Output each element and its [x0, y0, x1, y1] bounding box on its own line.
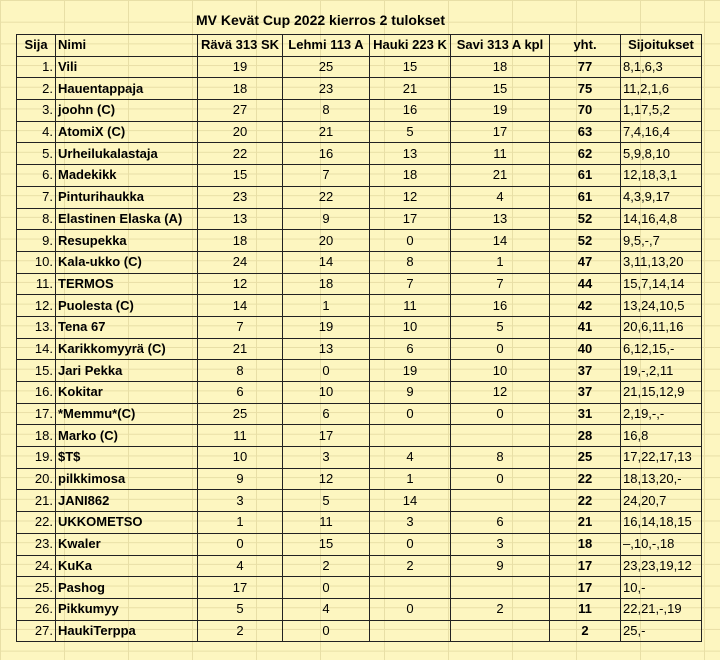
cell-total[interactable]: 22 — [550, 468, 621, 490]
cell-name[interactable]: Elastinen Elaska (A) — [56, 208, 198, 230]
cell-savi[interactable]: 9 — [451, 555, 550, 577]
cell-hauki[interactable]: 6 — [370, 338, 451, 360]
cell-placings[interactable]: 3,11,13,20 — [621, 251, 702, 273]
cell-lehmi[interactable]: 3 — [283, 447, 370, 469]
cell-rank[interactable]: 7. — [17, 186, 56, 208]
cell-placings[interactable]: 15,7,14,14 — [621, 273, 702, 295]
cell-placings[interactable]: 20,6,11,16 — [621, 316, 702, 338]
table-row[interactable] — [17, 598, 702, 620]
table-row[interactable] — [17, 512, 702, 534]
cell-rava[interactable]: 4 — [198, 555, 283, 577]
cell-rank[interactable]: 24. — [17, 555, 56, 577]
cell-rava[interactable]: 24 — [198, 251, 283, 273]
table-row[interactable] — [17, 143, 702, 165]
cell-rank[interactable]: 5. — [17, 143, 56, 165]
cell-savi[interactable] — [451, 425, 550, 447]
cell-savi[interactable] — [451, 577, 550, 599]
cell-name[interactable]: UKKOMETSO — [56, 512, 198, 534]
cell-placings[interactable]: 2,19,-,- — [621, 403, 702, 425]
cell-hauki[interactable] — [370, 425, 451, 447]
cell-rava[interactable]: 0 — [198, 533, 283, 555]
cell-placings[interactable]: 9,5,-,7 — [621, 230, 702, 252]
cell-name[interactable]: Karikkomyyrä (C) — [56, 338, 198, 360]
cell-total[interactable]: 75 — [550, 78, 621, 100]
cell-lehmi[interactable]: 7 — [283, 165, 370, 187]
cell-name[interactable]: Kokitar — [56, 382, 198, 404]
cell-name[interactable]: $T$ — [56, 447, 198, 469]
cell-savi[interactable]: 14 — [451, 230, 550, 252]
header-total: yht. — [550, 35, 621, 57]
cell-lehmi[interactable]: 8 — [283, 100, 370, 122]
cell-total[interactable]: 41 — [550, 316, 621, 338]
cell-savi[interactable] — [451, 490, 550, 512]
cell-total[interactable]: 47 — [550, 251, 621, 273]
table-row[interactable] — [17, 338, 702, 360]
table-row[interactable] — [17, 555, 702, 577]
cell-savi[interactable]: 12 — [451, 382, 550, 404]
cell-savi[interactable] — [451, 620, 550, 642]
cell-lehmi[interactable]: 9 — [283, 208, 370, 230]
cell-total[interactable]: 21 — [550, 512, 621, 534]
table-row[interactable] — [17, 425, 702, 447]
cell-savi[interactable]: 21 — [451, 165, 550, 187]
cell-placings[interactable]: 22,21,-,19 — [621, 598, 702, 620]
cell-savi[interactable]: 5 — [451, 316, 550, 338]
cell-rank[interactable]: 6. — [17, 165, 56, 187]
cell-placings[interactable]: 24,20,7 — [621, 490, 702, 512]
cell-total[interactable]: 37 — [550, 382, 621, 404]
table-row[interactable] — [17, 273, 702, 295]
cell-rava[interactable]: 15 — [198, 165, 283, 187]
cell-hauki[interactable] — [370, 620, 451, 642]
table-row[interactable] — [17, 165, 702, 187]
cell-rava[interactable]: 27 — [198, 100, 283, 122]
cell-hauki[interactable]: 10 — [370, 316, 451, 338]
cell-hauki[interactable]: 8 — [370, 251, 451, 273]
cell-hauki[interactable] — [370, 577, 451, 599]
cell-total[interactable]: 77 — [550, 56, 621, 78]
cell-rank[interactable]: 14. — [17, 338, 56, 360]
cell-rava[interactable]: 20 — [198, 121, 283, 143]
cell-placings[interactable]: 7,4,16,4 — [621, 121, 702, 143]
cell-name[interactable]: TERMOS — [56, 273, 198, 295]
cell-rava[interactable]: 10 — [198, 447, 283, 469]
cell-rank[interactable]: 4. — [17, 121, 56, 143]
cell-rank[interactable]: 1. — [17, 56, 56, 78]
cell-total[interactable]: 22 — [550, 490, 621, 512]
cell-rava[interactable]: 22 — [198, 143, 283, 165]
cell-total[interactable]: 44 — [550, 273, 621, 295]
cell-rava[interactable]: 18 — [198, 230, 283, 252]
table-row[interactable] — [17, 577, 702, 599]
cell-rava[interactable]: 21 — [198, 338, 283, 360]
cell-lehmi[interactable]: 21 — [283, 121, 370, 143]
cell-placings[interactable]: 4,3,9,17 — [621, 186, 702, 208]
cell-hauki[interactable]: 1 — [370, 468, 451, 490]
cell-total[interactable]: 2 — [550, 620, 621, 642]
header-rava: Rävä 313 SK — [198, 35, 283, 57]
cell-hauki[interactable]: 0 — [370, 230, 451, 252]
cell-rank[interactable]: 16. — [17, 382, 56, 404]
cell-hauki[interactable]: 9 — [370, 382, 451, 404]
cell-hauki[interactable]: 12 — [370, 186, 451, 208]
cell-lehmi[interactable]: 15 — [283, 533, 370, 555]
cell-name[interactable]: Pashog — [56, 577, 198, 599]
cell-placings[interactable]: 14,16,4,8 — [621, 208, 702, 230]
cell-hauki[interactable]: 0 — [370, 533, 451, 555]
cell-placings[interactable]: 18,13,20,- — [621, 468, 702, 490]
cell-total[interactable]: 61 — [550, 186, 621, 208]
cell-name[interactable]: Marko (C) — [56, 425, 198, 447]
cell-lehmi[interactable]: 5 — [283, 490, 370, 512]
cell-rava[interactable]: 1 — [198, 512, 283, 534]
table-row[interactable] — [17, 447, 702, 469]
cell-placings[interactable]: 16,14,18,15 — [621, 512, 702, 534]
cell-savi[interactable]: 0 — [451, 403, 550, 425]
cell-lehmi[interactable]: 14 — [283, 251, 370, 273]
table-row[interactable] — [17, 251, 702, 273]
cell-rank[interactable]: 23. — [17, 533, 56, 555]
cell-name[interactable]: pilkkimosa — [56, 468, 198, 490]
cell-name[interactable]: Tena 67 — [56, 316, 198, 338]
cell-rava[interactable]: 12 — [198, 273, 283, 295]
header-placings: Sijoitukset — [621, 35, 702, 57]
cell-name[interactable]: KuKa — [56, 555, 198, 577]
cell-name[interactable]: Pikkumyy — [56, 598, 198, 620]
cell-savi[interactable]: 6 — [451, 512, 550, 534]
cell-lehmi[interactable]: 16 — [283, 143, 370, 165]
cell-savi[interactable]: 18 — [451, 56, 550, 78]
cell-name[interactable]: joohn (C) — [56, 100, 198, 122]
table-row[interactable] — [17, 100, 702, 122]
header-hauki: Hauki 223 K — [370, 35, 451, 57]
cell-name[interactable]: AtomiX (C) — [56, 121, 198, 143]
table-row[interactable] — [17, 403, 702, 425]
cell-hauki[interactable]: 3 — [370, 512, 451, 534]
cell-savi[interactable]: 0 — [451, 468, 550, 490]
cell-hauki[interactable]: 16 — [370, 100, 451, 122]
cell-placings[interactable]: 5,9,8,10 — [621, 143, 702, 165]
cell-hauki[interactable]: 18 — [370, 165, 451, 187]
cell-total[interactable]: 25 — [550, 447, 621, 469]
cell-rava[interactable]: 23 — [198, 186, 283, 208]
cell-total[interactable]: 52 — [550, 208, 621, 230]
cell-total[interactable]: 17 — [550, 555, 621, 577]
sheet-title: MV Kevät Cup 2022 kierros 2 tulokset — [196, 12, 445, 28]
table-row[interactable] — [17, 490, 702, 512]
cell-total[interactable]: 42 — [550, 295, 621, 317]
table-row[interactable] — [17, 208, 702, 230]
cell-lehmi[interactable]: 1 — [283, 295, 370, 317]
cell-rank[interactable]: 25. — [17, 577, 56, 599]
results-table — [16, 34, 702, 642]
table-row[interactable] — [17, 468, 702, 490]
cell-hauki[interactable]: 11 — [370, 295, 451, 317]
cell-savi[interactable]: 8 — [451, 447, 550, 469]
cell-placings[interactable]: 23,23,19,12 — [621, 555, 702, 577]
cell-placings[interactable]: –,10,-,18 — [621, 533, 702, 555]
cell-placings[interactable]: 8,1,6,3 — [621, 56, 702, 78]
cell-placings[interactable]: 16,8 — [621, 425, 702, 447]
cell-placings[interactable]: 11,2,1,6 — [621, 78, 702, 100]
cell-hauki[interactable]: 21 — [370, 78, 451, 100]
cell-rank[interactable]: 15. — [17, 360, 56, 382]
cell-name[interactable]: JANI862 — [56, 490, 198, 512]
cell-placings[interactable]: 1,17,5,2 — [621, 100, 702, 122]
header-savi: Savi 313 A kpl — [451, 35, 550, 57]
cell-name[interactable]: Urheilukalastaja — [56, 143, 198, 165]
cell-rava[interactable]: 5 — [198, 598, 283, 620]
cell-lehmi[interactable]: 4 — [283, 598, 370, 620]
cell-name[interactable]: Kwaler — [56, 533, 198, 555]
cell-name[interactable]: Kala-ukko (C) — [56, 251, 198, 273]
cell-hauki[interactable]: 7 — [370, 273, 451, 295]
cell-rank[interactable]: 11. — [17, 273, 56, 295]
cell-total[interactable]: 63 — [550, 121, 621, 143]
cell-rava[interactable]: 6 — [198, 382, 283, 404]
cell-savi[interactable]: 15 — [451, 78, 550, 100]
cell-placings[interactable]: 19,-,2,11 — [621, 360, 702, 382]
cell-rank[interactable]: 2. — [17, 78, 56, 100]
cell-hauki[interactable]: 0 — [370, 403, 451, 425]
cell-savi[interactable]: 11 — [451, 143, 550, 165]
cell-hauki[interactable]: 5 — [370, 121, 451, 143]
cell-rava[interactable]: 19 — [198, 56, 283, 78]
cell-rava[interactable]: 13 — [198, 208, 283, 230]
cell-name[interactable]: Jari Pekka — [56, 360, 198, 382]
cell-rank[interactable]: 21. — [17, 490, 56, 512]
cell-lehmi[interactable]: 17 — [283, 425, 370, 447]
cell-name[interactable]: Hauentappaja — [56, 78, 198, 100]
header-lehmi: Lehmi 113 A — [283, 35, 370, 57]
cell-total[interactable]: 52 — [550, 230, 621, 252]
cell-total[interactable]: 70 — [550, 100, 621, 122]
cell-savi[interactable]: 10 — [451, 360, 550, 382]
cell-rank[interactable]: 27. — [17, 620, 56, 642]
cell-placings[interactable]: 13,24,10,5 — [621, 295, 702, 317]
cell-total[interactable]: 31 — [550, 403, 621, 425]
cell-savi[interactable]: 0 — [451, 338, 550, 360]
cell-lehmi[interactable]: 0 — [283, 577, 370, 599]
table-row[interactable] — [17, 56, 702, 78]
cell-hauki[interactable]: 2 — [370, 555, 451, 577]
cell-rava[interactable]: 2 — [198, 620, 283, 642]
table-row[interactable] — [17, 620, 702, 642]
cell-rava[interactable]: 9 — [198, 468, 283, 490]
cell-rava[interactable]: 3 — [198, 490, 283, 512]
cell-savi[interactable]: 1 — [451, 251, 550, 273]
cell-lehmi[interactable]: 19 — [283, 316, 370, 338]
cell-placings[interactable]: 10,- — [621, 577, 702, 599]
cell-rank[interactable]: 3. — [17, 100, 56, 122]
cell-total[interactable]: 61 — [550, 165, 621, 187]
cell-total[interactable]: 11 — [550, 598, 621, 620]
table-row[interactable] — [17, 382, 702, 404]
cell-total[interactable]: 17 — [550, 577, 621, 599]
table-row[interactable] — [17, 230, 702, 252]
cell-lehmi[interactable]: 0 — [283, 620, 370, 642]
cell-placings[interactable]: 12,18,3,1 — [621, 165, 702, 187]
cell-rava[interactable]: 11 — [198, 425, 283, 447]
cell-savi[interactable]: 13 — [451, 208, 550, 230]
cell-lehmi[interactable]: 13 — [283, 338, 370, 360]
cell-total[interactable]: 62 — [550, 143, 621, 165]
cell-name[interactable]: Madekikk — [56, 165, 198, 187]
cell-rank[interactable]: 8. — [17, 208, 56, 230]
cell-lehmi[interactable]: 2 — [283, 555, 370, 577]
cell-lehmi[interactable]: 22 — [283, 186, 370, 208]
cell-savi[interactable]: 17 — [451, 121, 550, 143]
cell-total[interactable]: 18 — [550, 533, 621, 555]
cell-rank[interactable]: 12. — [17, 295, 56, 317]
cell-savi[interactable]: 16 — [451, 295, 550, 317]
cell-rava[interactable]: 18 — [198, 78, 283, 100]
cell-rava[interactable]: 8 — [198, 360, 283, 382]
cell-hauki[interactable]: 13 — [370, 143, 451, 165]
table-row[interactable] — [17, 316, 702, 338]
cell-rava[interactable]: 17 — [198, 577, 283, 599]
cell-savi[interactable]: 2 — [451, 598, 550, 620]
cell-total[interactable]: 40 — [550, 338, 621, 360]
cell-placings[interactable]: 17,22,17,13 — [621, 447, 702, 469]
header-row — [17, 35, 702, 57]
cell-name[interactable]: Puolesta (C) — [56, 295, 198, 317]
header-rank: Sija — [17, 35, 56, 57]
cell-hauki[interactable]: 15 — [370, 56, 451, 78]
cell-hauki[interactable]: 0 — [370, 598, 451, 620]
cell-placings[interactable]: 25,- — [621, 620, 702, 642]
cell-rank[interactable]: 22. — [17, 512, 56, 534]
cell-lehmi[interactable]: 6 — [283, 403, 370, 425]
cell-lehmi[interactable]: 0 — [283, 360, 370, 382]
cell-savi[interactable]: 3 — [451, 533, 550, 555]
cell-rank[interactable]: 13. — [17, 316, 56, 338]
cell-hauki[interactable]: 19 — [370, 360, 451, 382]
cell-name[interactable]: *Memmu*(C) — [56, 403, 198, 425]
cell-savi[interactable]: 7 — [451, 273, 550, 295]
cell-rava[interactable]: 25 — [198, 403, 283, 425]
cell-lehmi[interactable]: 18 — [283, 273, 370, 295]
cell-placings[interactable]: 21,15,12,9 — [621, 382, 702, 404]
cell-total[interactable]: 28 — [550, 425, 621, 447]
cell-lehmi[interactable]: 10 — [283, 382, 370, 404]
cell-name[interactable]: Resupekka — [56, 230, 198, 252]
cell-total[interactable]: 37 — [550, 360, 621, 382]
cell-name[interactable]: Pinturihaukka — [56, 186, 198, 208]
cell-placings[interactable]: 6,12,15,- — [621, 338, 702, 360]
cell-hauki[interactable]: 17 — [370, 208, 451, 230]
table-row[interactable] — [17, 295, 702, 317]
cell-rank[interactable]: 10. — [17, 251, 56, 273]
cell-savi[interactable]: 19 — [451, 100, 550, 122]
cell-rank[interactable]: 26. — [17, 598, 56, 620]
cell-lehmi[interactable]: 23 — [283, 78, 370, 100]
table-row[interactable] — [17, 360, 702, 382]
cell-rava[interactable]: 7 — [198, 316, 283, 338]
cell-rank[interactable]: 20. — [17, 468, 56, 490]
table-row[interactable] — [17, 78, 702, 100]
cell-hauki[interactable]: 14 — [370, 490, 451, 512]
cell-name[interactable]: Vili — [56, 56, 198, 78]
cell-rank[interactable]: 9. — [17, 230, 56, 252]
table-row[interactable] — [17, 533, 702, 555]
cell-lehmi[interactable]: 20 — [283, 230, 370, 252]
cell-rank[interactable]: 19. — [17, 447, 56, 469]
cell-name[interactable]: HaukiTerppa — [56, 620, 198, 642]
cell-rank[interactable]: 18. — [17, 425, 56, 447]
header-name: Nimi — [56, 35, 198, 57]
cell-lehmi[interactable]: 12 — [283, 468, 370, 490]
table-row[interactable] — [17, 186, 702, 208]
cell-lehmi[interactable]: 11 — [283, 512, 370, 534]
cell-savi[interactable]: 4 — [451, 186, 550, 208]
cell-rava[interactable]: 14 — [198, 295, 283, 317]
cell-lehmi[interactable]: 25 — [283, 56, 370, 78]
table-row[interactable] — [17, 121, 702, 143]
cell-hauki[interactable]: 4 — [370, 447, 451, 469]
cell-rank[interactable]: 17. — [17, 403, 56, 425]
